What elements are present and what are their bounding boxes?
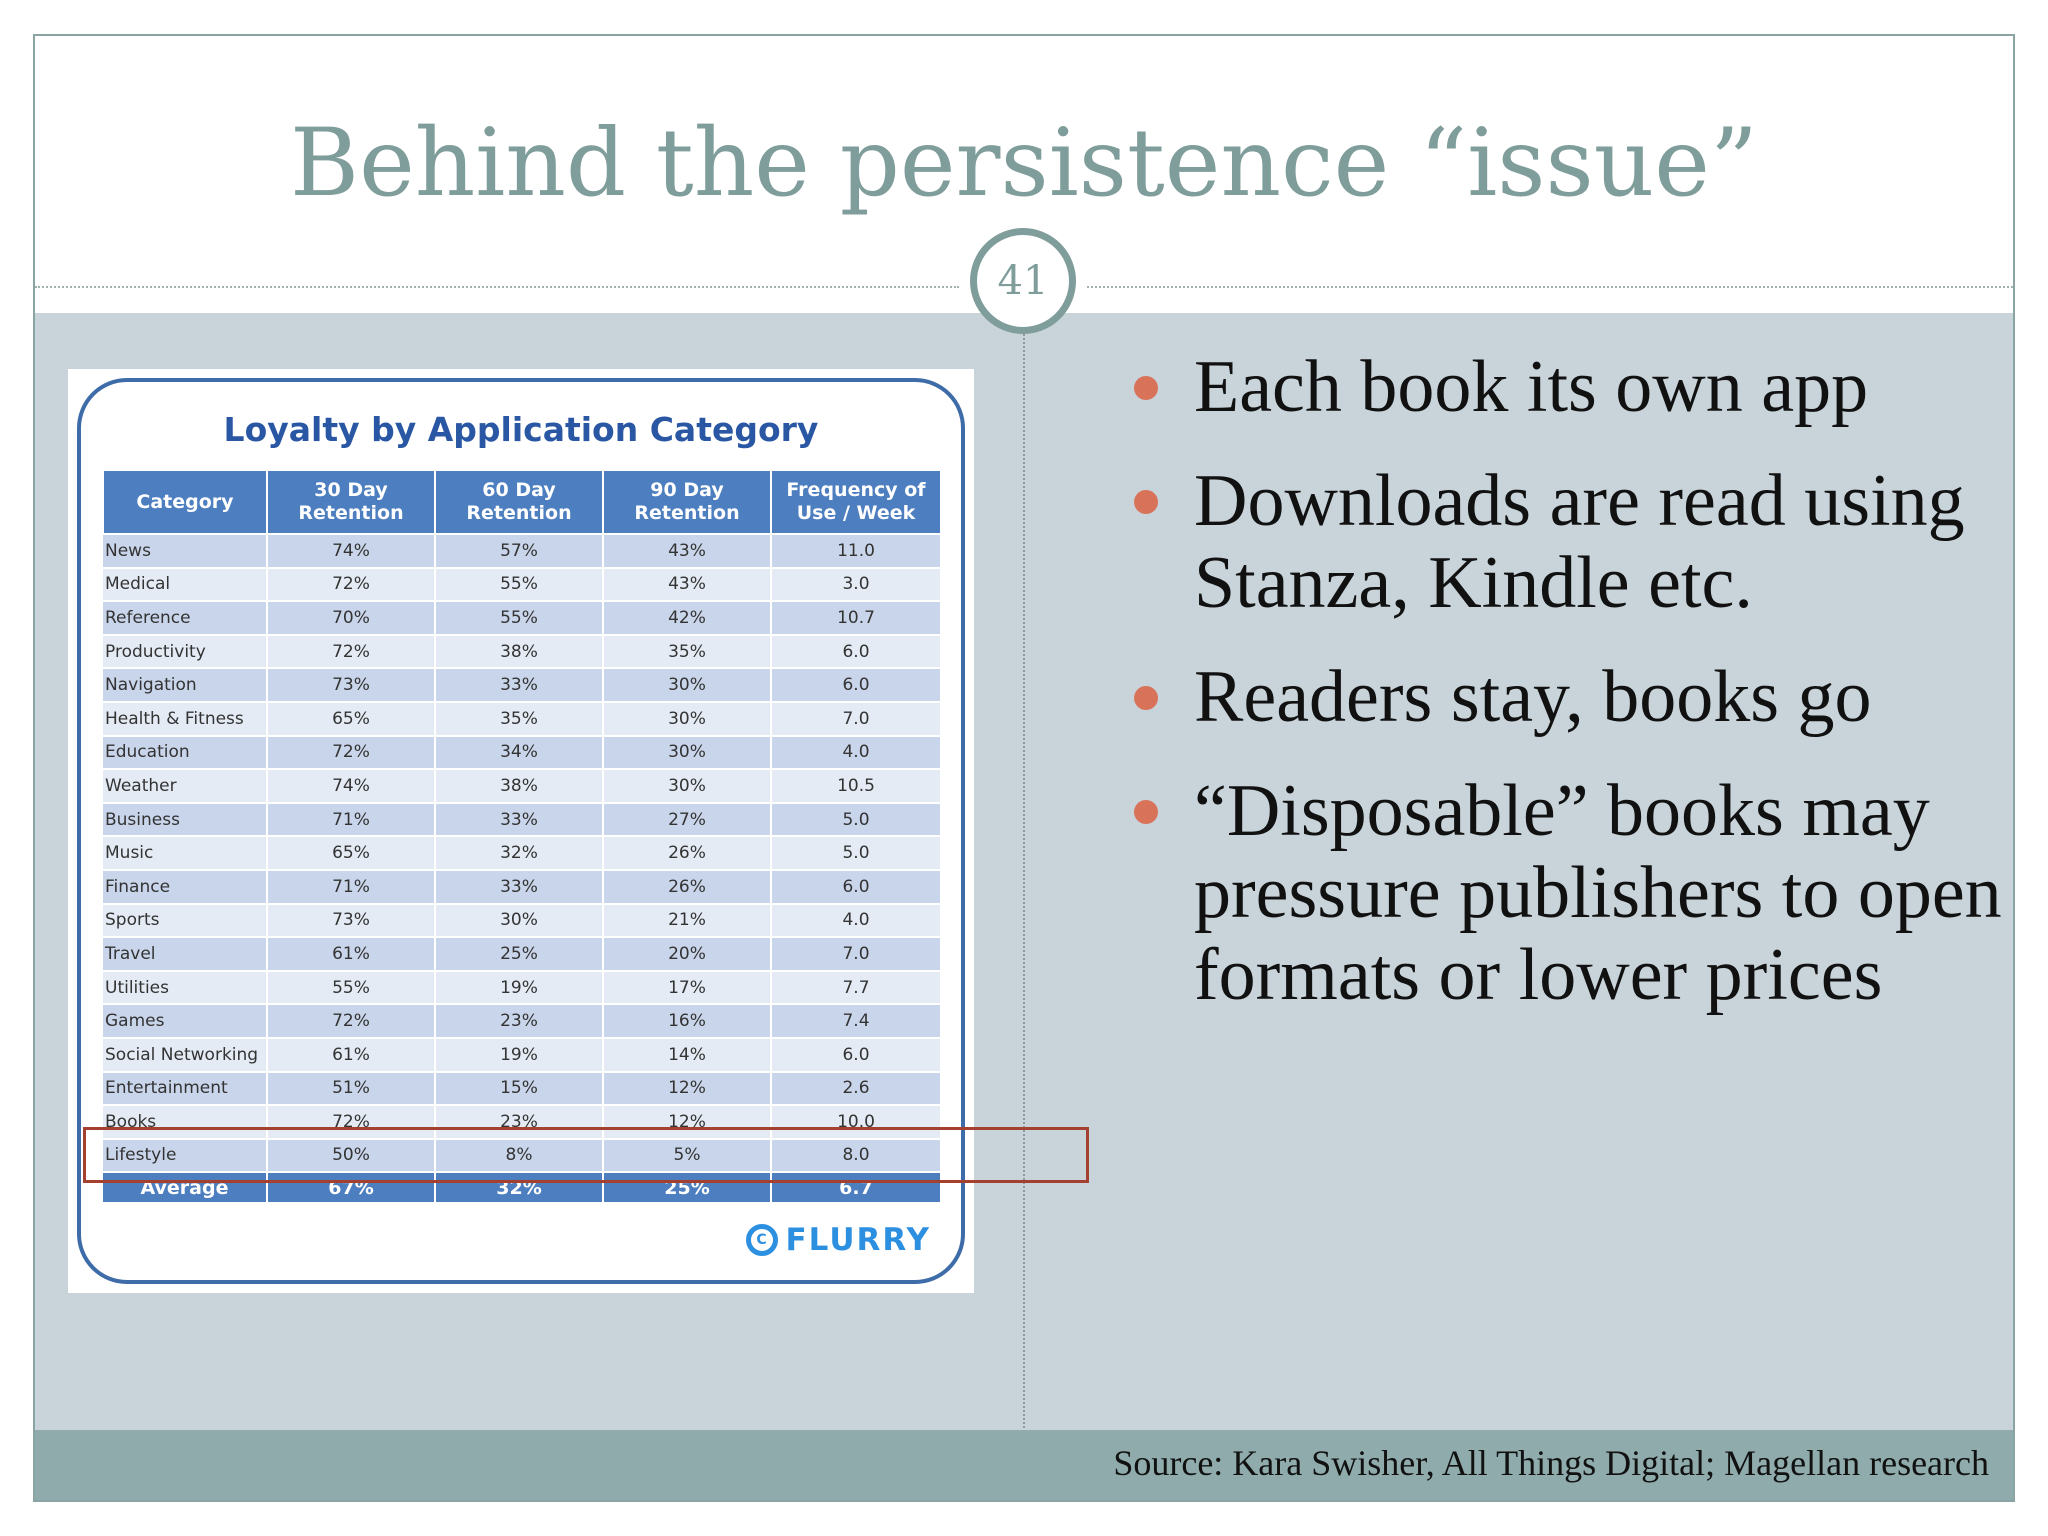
cell-frequency: 10.5 <box>771 769 941 803</box>
cell-category: Education <box>103 736 267 770</box>
cell-60-day: 34% <box>435 736 603 770</box>
cell-30-day: 70% <box>267 601 435 635</box>
cell-90-day: 14% <box>603 1038 771 1072</box>
table-row <box>103 635 941 669</box>
cell-60-day: 23% <box>435 1004 603 1038</box>
table-row <box>103 1072 941 1106</box>
cell-30-day: 61% <box>267 937 435 971</box>
cell-60-day: 33% <box>435 803 603 837</box>
cell-90-day: 12% <box>603 1105 771 1139</box>
cell-30-day: 65% <box>267 702 435 736</box>
table-header-row <box>103 470 941 534</box>
cell-90-day: 35% <box>603 635 771 669</box>
cell-category: Lifestyle <box>103 1139 267 1173</box>
bullet-dot-icon <box>1134 800 1158 824</box>
cell-90-day: 17% <box>603 971 771 1005</box>
cell-frequency: 8.0 <box>771 1139 941 1173</box>
cell-category: Social Networking <box>103 1038 267 1072</box>
cell-category: Music <box>103 836 267 870</box>
average-frequency: 6.7 <box>771 1172 941 1203</box>
bullet-item <box>1130 346 2015 428</box>
average-30-day: 67% <box>267 1172 435 1203</box>
bullet-dot-icon <box>1134 490 1158 514</box>
cell-frequency: 10.7 <box>771 601 941 635</box>
cell-category: Productivity <box>103 635 267 669</box>
average-90-day: 25% <box>603 1172 771 1203</box>
cell-frequency: 7.0 <box>771 937 941 971</box>
table-row <box>103 937 941 971</box>
cell-frequency: 7.0 <box>771 702 941 736</box>
cell-30-day: 61% <box>267 1038 435 1072</box>
footer-bar <box>35 1430 2013 1500</box>
cell-60-day: 57% <box>435 534 603 568</box>
cell-60-day: 55% <box>435 601 603 635</box>
cell-60-day: 30% <box>435 904 603 938</box>
header-30-day: 30 Day Retention <box>267 470 435 534</box>
bullet-text: Downloads are read using Stanza, Kindle etc. <box>1194 460 1965 624</box>
table-row <box>103 769 941 803</box>
cell-30-day: 72% <box>267 1004 435 1038</box>
cell-frequency: 6.0 <box>771 1038 941 1072</box>
cell-30-day: 72% <box>267 568 435 602</box>
cell-60-day: 38% <box>435 769 603 803</box>
cell-60-day: 15% <box>435 1072 603 1106</box>
cell-90-day: 43% <box>603 534 771 568</box>
cell-frequency: 6.0 <box>771 635 941 669</box>
table-row <box>103 870 941 904</box>
cell-frequency: 6.0 <box>771 668 941 702</box>
cell-frequency: 5.0 <box>771 836 941 870</box>
cell-category: Medical <box>103 568 267 602</box>
cell-30-day: 51% <box>267 1072 435 1106</box>
flurry-logo-icon: C <box>746 1224 778 1256</box>
bullet-list <box>1130 346 2015 1048</box>
cell-category: Entertainment <box>103 1072 267 1106</box>
cell-90-day: 12% <box>603 1072 771 1106</box>
average-label: Average <box>103 1172 267 1203</box>
loyalty-table <box>102 469 942 1204</box>
slide-frame <box>33 34 2015 1502</box>
cell-frequency: 7.7 <box>771 971 941 1005</box>
source-citation: Source: Kara Swisher, All Things Digital; Magellan research <box>1113 1443 1989 1483</box>
average-60-day: 32% <box>435 1172 603 1203</box>
table-row <box>103 1004 941 1038</box>
bullet-item <box>1130 770 2015 1016</box>
table-row <box>103 534 941 568</box>
cell-30-day: 73% <box>267 668 435 702</box>
flurry-logo-text: FLURRY <box>785 1222 931 1258</box>
flurry-logo <box>746 1222 932 1258</box>
cell-frequency: 6.0 <box>771 870 941 904</box>
bullet-text: Each book its own app <box>1194 346 1869 428</box>
figure-title: Loyalty by Application Category <box>223 410 819 449</box>
cell-frequency: 5.0 <box>771 803 941 837</box>
cell-category: Travel <box>103 937 267 971</box>
cell-frequency: 3.0 <box>771 568 941 602</box>
table-row <box>103 736 941 770</box>
cell-90-day: 30% <box>603 769 771 803</box>
cell-frequency: 2.6 <box>771 1072 941 1106</box>
cell-60-day: 19% <box>435 971 603 1005</box>
books-row-highlight <box>83 1127 1089 1183</box>
cell-category: Finance <box>103 870 267 904</box>
table-row <box>103 601 941 635</box>
cell-frequency: 4.0 <box>771 904 941 938</box>
bullet-item <box>1130 656 2015 738</box>
cell-30-day: 72% <box>267 736 435 770</box>
cell-frequency: 10.0 <box>771 1105 941 1139</box>
table-row <box>103 568 941 602</box>
cell-90-day: 30% <box>603 668 771 702</box>
table-body <box>103 534 941 1172</box>
cell-60-day: 38% <box>435 635 603 669</box>
cell-category: Utilities <box>103 971 267 1005</box>
cell-90-day: 20% <box>603 937 771 971</box>
cell-30-day: 50% <box>267 1139 435 1173</box>
cell-90-day: 26% <box>603 870 771 904</box>
slide-number: 41 <box>997 258 1049 304</box>
table-row <box>103 1038 941 1072</box>
bullet-text: “Disposable” books may pressure publishers to open formats or lower prices <box>1194 770 2002 1016</box>
cell-30-day: 71% <box>267 870 435 904</box>
header-90-day: 90 Day Retention <box>603 470 771 534</box>
title-divider-right <box>1087 286 2015 288</box>
header-category: Category <box>103 470 267 534</box>
bullet-dot-icon <box>1134 686 1158 710</box>
header-60-day: 60 Day Retention <box>435 470 603 534</box>
cell-frequency: 11.0 <box>771 534 941 568</box>
cell-90-day: 30% <box>603 702 771 736</box>
cell-60-day: 32% <box>435 836 603 870</box>
bullet-text: Readers stay, books go <box>1194 656 1872 738</box>
cell-30-day: 72% <box>267 635 435 669</box>
cell-90-day: 5% <box>603 1139 771 1173</box>
title-divider-left <box>35 286 959 288</box>
bullet-item <box>1130 460 2015 624</box>
cell-90-day: 30% <box>603 736 771 770</box>
cell-90-day: 27% <box>603 803 771 837</box>
cell-category: Reference <box>103 601 267 635</box>
cell-60-day: 19% <box>435 1038 603 1072</box>
cell-frequency: 7.4 <box>771 1004 941 1038</box>
cell-90-day: 21% <box>603 904 771 938</box>
cell-60-day: 33% <box>435 870 603 904</box>
table-row <box>103 836 941 870</box>
cell-30-day: 72% <box>267 1105 435 1139</box>
cell-30-day: 55% <box>267 971 435 1005</box>
cell-60-day: 33% <box>435 668 603 702</box>
cell-category: Weather <box>103 769 267 803</box>
table-row <box>103 803 941 837</box>
cell-category: Books <box>103 1105 267 1139</box>
table-row <box>103 702 941 736</box>
table-row <box>103 668 941 702</box>
header-frequency: Frequency of Use / Week <box>771 470 941 534</box>
column-divider <box>1023 313 1025 1468</box>
cell-60-day: 55% <box>435 568 603 602</box>
cell-category: Health & Fitness <box>103 702 267 736</box>
cell-frequency: 4.0 <box>771 736 941 770</box>
cell-30-day: 71% <box>267 803 435 837</box>
slide-title: Behind the persistence “issue” <box>290 109 1758 218</box>
bullet-dot-icon <box>1134 376 1158 400</box>
cell-30-day: 65% <box>267 836 435 870</box>
cell-60-day: 25% <box>435 937 603 971</box>
table-row <box>103 971 941 1005</box>
cell-30-day: 74% <box>267 534 435 568</box>
cell-category: Business <box>103 803 267 837</box>
cell-90-day: 26% <box>603 836 771 870</box>
cell-category: News <box>103 534 267 568</box>
cell-90-day: 42% <box>603 601 771 635</box>
cell-60-day: 23% <box>435 1105 603 1139</box>
cell-60-day: 8% <box>435 1139 603 1173</box>
table-row <box>103 904 941 938</box>
cell-category: Sports <box>103 904 267 938</box>
cell-90-day: 43% <box>603 568 771 602</box>
cell-category: Games <box>103 1004 267 1038</box>
cell-category: Navigation <box>103 668 267 702</box>
cell-90-day: 16% <box>603 1004 771 1038</box>
cell-30-day: 74% <box>267 769 435 803</box>
cell-60-day: 35% <box>435 702 603 736</box>
cell-30-day: 73% <box>267 904 435 938</box>
slide-number-badge <box>970 228 1076 334</box>
